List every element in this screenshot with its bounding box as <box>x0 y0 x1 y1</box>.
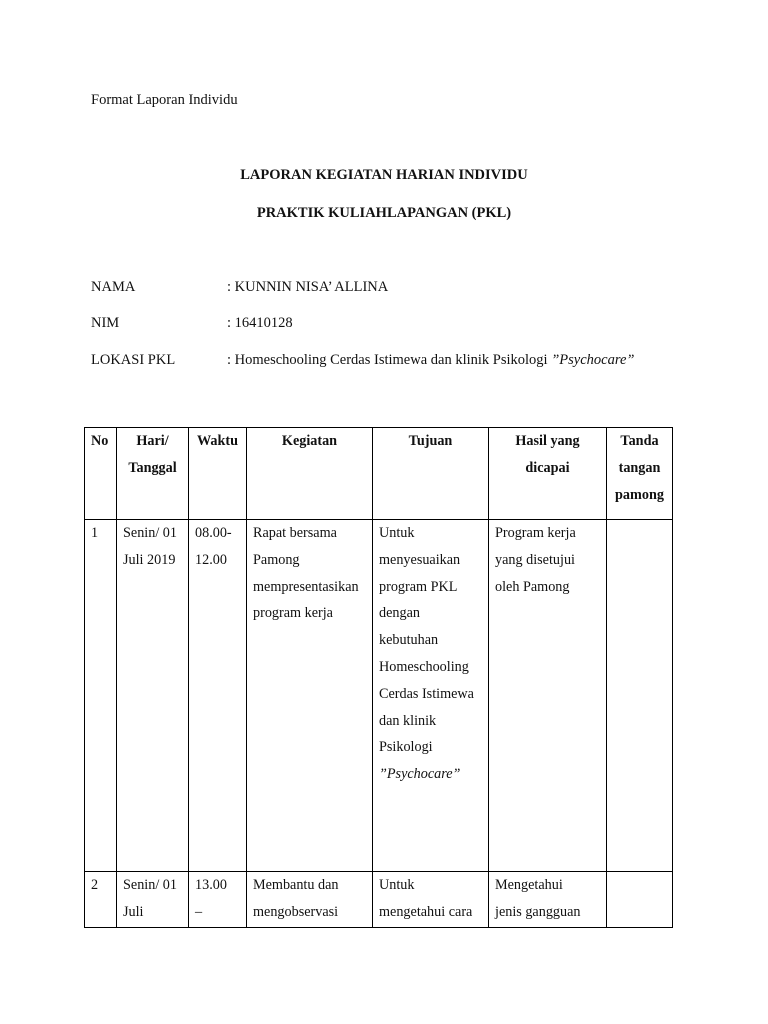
nama-label: NAMA <box>91 279 136 295</box>
nim-label: NIM <box>91 315 120 331</box>
report-subtitle: PRAKTIK KULIAHLAPANGAN (PKL) <box>256 205 512 221</box>
cell-tujuan <box>373 520 489 872</box>
cell-no: 1 <box>85 520 117 872</box>
table-header-row <box>85 428 673 520</box>
table-row <box>85 520 673 872</box>
cell-tanda-tangan <box>607 520 673 872</box>
cell-tujuan-italic: ”Psychocare” <box>379 766 461 783</box>
cell-tujuan-text: Untuk menyesuaikan program PKL dengan kebutuhan Homeschooling Cerdas Istimewa dan klinik Psikologi <box>379 525 474 756</box>
cell-no: 2 <box>85 872 117 928</box>
header-hasil: Hasil yang dicapai <box>489 428 607 520</box>
lokasi-value: : Homeschooling Cerdas Istimewa dan klinik Psikologi <box>227 352 552 368</box>
cell-waktu: 08.00- 12.00 <box>189 520 247 872</box>
cell-hari-tanggal: Senin/ 01 Juli <box>117 872 189 928</box>
cell-hasil: Mengetahui jenis gangguan <box>489 872 607 928</box>
cell-tujuan: Untuk mengetahui cara <box>373 872 489 928</box>
lokasi-value-wrap <box>227 352 634 369</box>
header-tanda-tangan: Tanda tangan pamong <box>607 428 673 520</box>
header-no: No <box>85 428 117 520</box>
nama-value: : KUNNIN NISA’ ALLINA <box>227 279 389 295</box>
header-hari-tanggal: Hari/ Tanggal <box>117 428 189 520</box>
lokasi-value-italic: ”Psychocare” <box>551 352 635 368</box>
nim-value: : 16410128 <box>227 315 293 331</box>
cell-tanda-tangan <box>607 872 673 928</box>
cell-hari-tanggal: Senin/ 01 Juli 2019 <box>117 520 189 872</box>
lokasi-label: LOKASI PKL <box>91 352 176 368</box>
cell-waktu: 13.00 – <box>189 872 247 928</box>
header-waktu: Waktu <box>189 428 247 520</box>
header-tujuan: Tujuan <box>373 428 489 520</box>
header-kegiatan: Kegiatan <box>247 428 373 520</box>
cell-hasil: Program kerja yang disetujui oleh Pamong <box>489 520 607 872</box>
cell-kegiatan: Membantu dan mengobservasi <box>247 872 373 928</box>
format-label: Format Laporan Individu <box>91 92 238 108</box>
report-title: LAPORAN KEGIATAN HARIAN INDIVIDU <box>240 167 528 183</box>
activity-table <box>84 427 673 928</box>
table-row <box>85 872 673 928</box>
cell-kegiatan: Rapat bersama Pamong mempresentasikan program kerja <box>247 520 373 872</box>
